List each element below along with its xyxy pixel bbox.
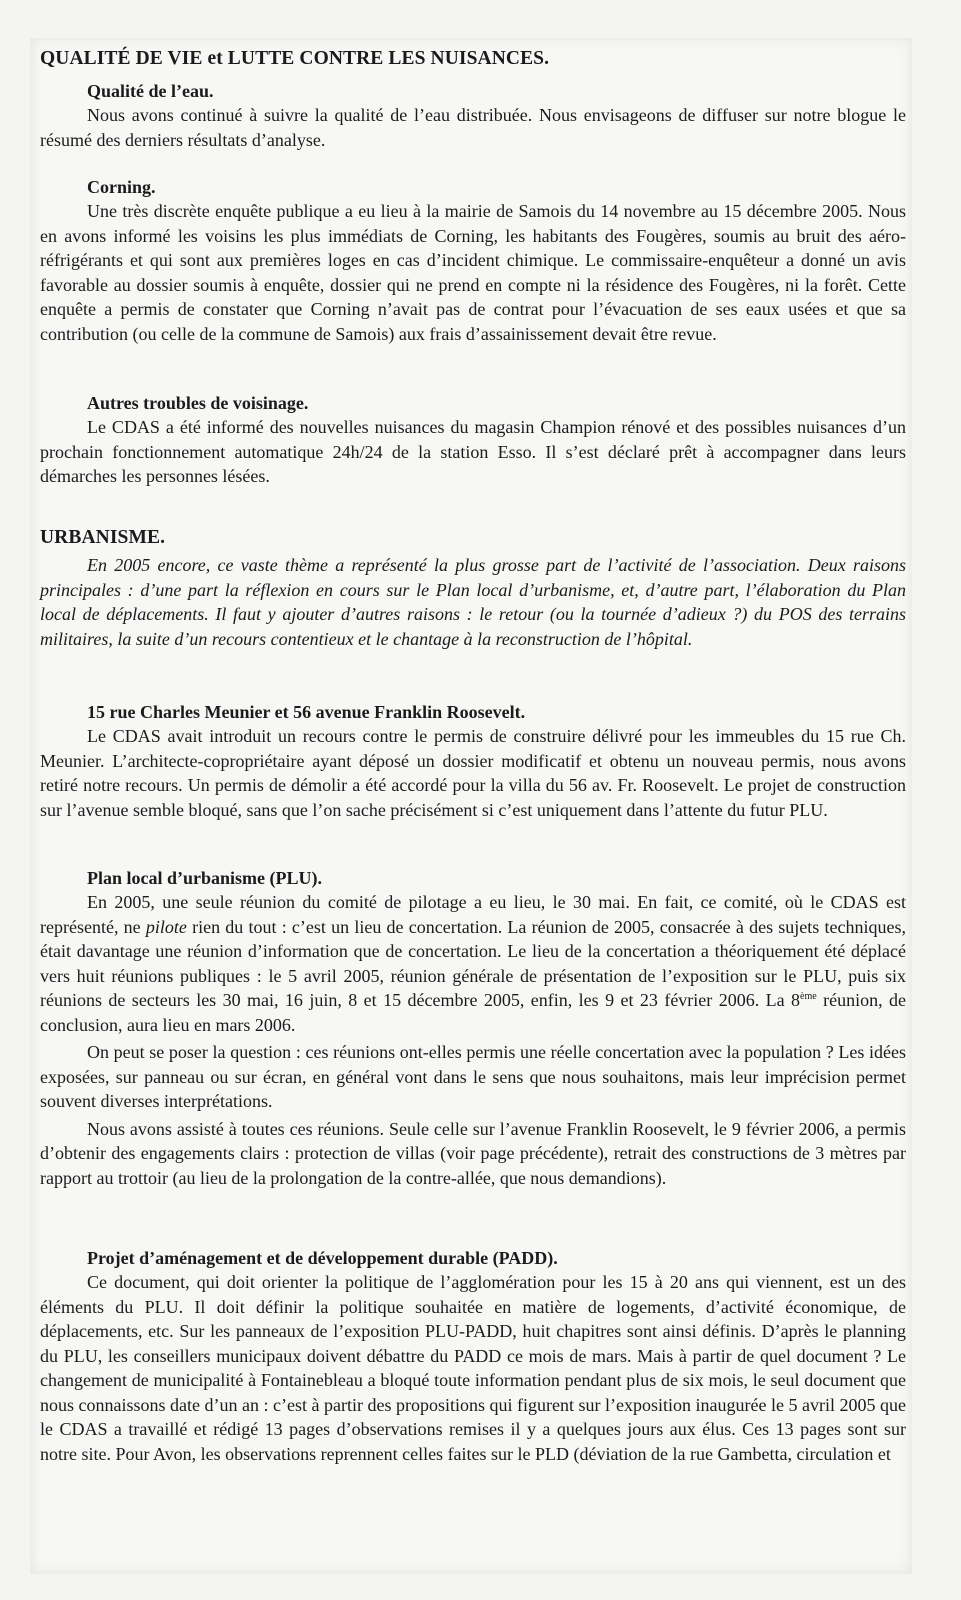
subsection-meunier xyxy=(40,702,906,822)
paragraph-eau: Nous avons continué à suivre la qualité de l’eau distribuée. Nous envisageons de diffuser sur notre blogue le résumé des derniers résultats d’analyse. xyxy=(40,105,906,150)
paragraph-plu-2: On peut se poser la question : ces réunions ont-elles permis une réelle concertation avec la population ? Les idées exposées, sur panneau ou sur écran, en général vont dans le sens que nous souhaitons, mais leur imprécision permet souvent diverses interprétations. xyxy=(40,1042,906,1111)
subsection-plu xyxy=(40,868,906,1190)
paragraph-plu-3: Nous avons assisté à toutes ces réunions. Seule celle sur l’avenue Franklin Roosevelt, le 9 février 2006, a permis d’obtenir des engagements clairs : protection de villas (voir page précédente), retrait des constructions de 3 mètres par rapport au trottoir (au lieu de la prolongation de la contre-allée, que nous demandions). xyxy=(40,1118,906,1188)
paragraph-meunier: Le CDAS avait introduit un recours contre le permis de construire délivré pour les immeubles du 15 rue Ch. Meunier. L’architecte-copropriétaire ayant déposé un dossier modificatif et obtenu un nouveau permis, nous avons retiré notre recours. Un permis de démolir a été accordé pour la villa du 56 av. Fr. Roosevelt. Le projet de construction sur l’avenue semble bloqué, sans que l’on sache précisément si c’est uniquement dans l’attente du futur PLU. xyxy=(40,726,906,820)
subsection-title-padd: Projet d’aménagement et de développement durable (PADD). xyxy=(87,1248,558,1268)
plu-text-em: pilote xyxy=(145,916,187,937)
subsection-eau xyxy=(40,81,906,152)
subsection-title-eau: Qualité de l’eau. xyxy=(87,81,214,101)
paragraph-urbanisme-intro: En 2005 encore, ce vaste thème a représenté la plus grosse part de l’activité de l’association. Deux raisons principales : d’une part la réflexion en cours sur le Plan local d’urbanisme, et, d’autre part, l’élaboration du Plan local de déplacements. Il faut y ajouter d’autres raisons : le retour (ou la tournée d’adieux ?) du POS des terrains militaires, la suite d’un recours contentieux et le chantage à la reconstruction de l’hôpital. xyxy=(40,555,906,649)
paragraph-plu-1 xyxy=(40,890,906,1037)
subsection-corning xyxy=(40,177,906,346)
paragraph-padd: Ce document, qui doit orienter la politique de l’agglomération pour les 15 à 20 ans qui viennent, est un des éléments du PLU. Il doit définir la politique souhaitée en matière de logements, d’activité économique, de déplacements, etc. Sur les panneaux de l’exposition PLU-PADD, huit chapitres sont ainsi définis. D’après le planning du PLU, les conseillers municipaux doivent débattre du PADD ce mois de mars. Mais à partir de quel document ? Le changement de municipalité à Fontainebleau a bloqué toute information pendant plus de six mois, le seul document que nous connaissons date d’un an : c’est à partir des propositions qui figurent sur l’exposition inaugurée le 5 avril 2005 que le CDAS a travaillé et rédigé 13 pages d’observations remises il y a quelques jours aux élus. Ces 13 pages sont sur notre site. Pour Avon, les observations reprennent celles faites sur le PLD (déviation de la rue Gambetta, circulation et xyxy=(40,1272,906,1464)
paragraph-corning: Une très discrète enquête publique a eu lieu à la mairie de Samois du 14 novembre au 15 décembre 2005. Nous en avons informé les voisins les plus immédiats de Corning, les habitants des Fougères, soumis au bruit des aéro-réfrigérants et qui sont aux premières loges en cas d’incident chimique. Le commissaire-enquêteur a donné un avis favorable au dossier soumis à enquête, dossier qui ne prend en compte ni la résidence des Fougères, ni la forêt. Cette enquête a permis de constater que Corning n’avait pas de contrat pour l’évacuation de ses eaux usées et que sa contribution (ou celle de la commune de Samois) aux frais d’assainissement devait être revue. xyxy=(40,201,906,344)
section-urbanisme-block xyxy=(40,527,906,651)
plu-superscript: ème xyxy=(800,991,817,1002)
subsection-troubles xyxy=(40,393,906,489)
plu-text-b: rien du tout : c’est un lieu de concertation. La réunion de 2005, consacrée à des sujets techniques, était davantage une réunion d’information que de concertation. Le lieu de la concertation a théoriquement été déplacé vers huit réunions publiques : le 5 avril 2005, réunion générale de présentation de l’exposition sur le PLU, puis six réunions de secteurs les 30 mai, 16 juin, 8 et 15 décembre 2005, enfin, les 9 et 23 février 2006. La 8 xyxy=(40,916,906,1010)
section-heading-urbanisme: URBANISME. xyxy=(40,527,166,548)
subsection-padd xyxy=(40,1248,906,1466)
section-qualite-heading-block xyxy=(40,48,906,70)
plu-text-a: En 2005, une seule réunion du comité de pilotage a eu lieu, le 30 mai. En fait, ce comité, où le CDAS est représenté, ne xyxy=(40,892,906,937)
plu-text-c: réunion, de conclusion, aura lieu en mars 2006. xyxy=(40,990,906,1035)
subsection-title-corning: Corning. xyxy=(87,177,156,197)
subsection-title-troubles: Autres troubles de voisinage. xyxy=(87,393,309,413)
section-heading-qualite: QUALITÉ DE VIE et LUTTE CONTRE LES NUISANCES. xyxy=(40,48,550,69)
subsection-title-plu: Plan local d’urbanisme (PLU). xyxy=(87,868,323,888)
paragraph-troubles: Le CDAS a été informé des nouvelles nuisances du magasin Champion rénové et des possibles nuisances d’un prochain fonctionnement automatique 24h/24 de la station Esso. Il s’est déclaré prêt à accompagner dans leurs démarches les personnes lésées. xyxy=(40,417,906,486)
subsection-title-meunier: 15 rue Charles Meunier et 56 avenue Franklin Roosevelt. xyxy=(87,702,526,722)
